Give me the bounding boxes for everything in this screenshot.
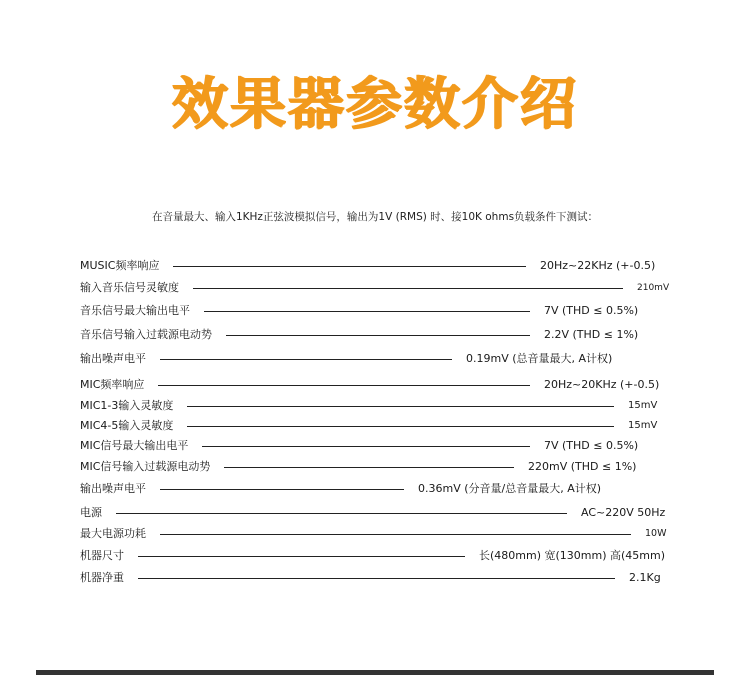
spec-value: 220mV (THD ≤ 1%) <box>528 460 637 473</box>
page-title: 效果器参数介绍 <box>172 72 578 137</box>
spec-value: 20Hz~20KHz (+-0.5) <box>544 378 660 391</box>
leader-line <box>193 288 623 289</box>
spec-row <box>0 278 750 298</box>
leader-line <box>187 406 614 407</box>
leader-line <box>204 311 530 312</box>
spec-label: 音乐信号输入过载源电动势 <box>80 328 212 341</box>
spec-value: 10W <box>645 528 667 539</box>
spec-label: 音乐信号最大输出电平 <box>80 304 190 317</box>
spec-label: 输出噪声电平 <box>80 482 146 495</box>
leader-line <box>202 446 530 447</box>
spec-label: MIC频率响应 <box>80 378 145 391</box>
leader-line <box>226 335 530 336</box>
test-conditions-text: 在音量最大、输入1KHz正弦波模拟信号，输出为1V (RMS) 时、接10K ohms负载条件下测试： <box>151 211 599 223</box>
leader-line <box>224 467 514 468</box>
spec-row <box>0 325 750 345</box>
spec-value: 20Hz~22KHz (+-0.5) <box>540 259 656 272</box>
spec-row <box>0 568 750 588</box>
leader-line <box>138 578 615 579</box>
spec-value: 7V (THD ≤ 0.5%) <box>544 439 639 452</box>
spec-row <box>0 396 750 416</box>
spec-label: 机器尺寸 <box>80 549 124 562</box>
spec-value: 2.1Kg <box>629 571 661 584</box>
spec-label: 输出噪声电平 <box>80 352 146 365</box>
footer-divider <box>36 670 714 675</box>
spec-value: 0.36mV (分音量/总音量最大, A计权) <box>418 482 602 495</box>
spec-row <box>0 436 750 456</box>
spec-label: MIC4-5输入灵敏度 <box>80 419 174 432</box>
spec-row <box>0 546 750 566</box>
spec-row <box>0 457 750 477</box>
leader-line <box>116 513 567 514</box>
spec-value: 长(480mm) 宽(130mm) 高(45mm) <box>479 549 666 562</box>
spec-row <box>0 256 750 276</box>
leader-line <box>160 489 404 490</box>
spec-row <box>0 375 750 395</box>
leader-line <box>173 266 526 267</box>
spec-label: 输入音乐信号灵敏度 <box>80 281 179 294</box>
spec-row <box>0 503 750 523</box>
leader-line <box>187 426 614 427</box>
spec-value: 0.19mV (总音量最大, A计权) <box>466 352 613 365</box>
spec-row <box>0 301 750 321</box>
spec-label: 机器净重 <box>80 571 124 584</box>
spec-value: 15mV <box>628 420 658 431</box>
spec-value: AC~220V 50Hz <box>581 506 666 519</box>
leader-line <box>160 359 452 360</box>
spec-value: 2.2V (THD ≤ 1%) <box>544 328 639 341</box>
spec-row <box>0 479 750 499</box>
spec-row <box>0 416 750 436</box>
spec-label: MUSIC频率响应 <box>80 259 160 272</box>
leader-line <box>138 556 465 557</box>
spec-row <box>0 524 750 544</box>
spec-label: MIC信号最大输出电平 <box>80 439 189 452</box>
spec-label: 电源 <box>80 506 102 519</box>
spec-value: 210mV <box>637 283 670 293</box>
spec-value: 7V (THD ≤ 0.5%) <box>544 304 639 317</box>
spec-row <box>0 349 750 369</box>
spec-label: MIC信号输入过载源电动势 <box>80 460 211 473</box>
spec-value: 15mV <box>628 400 658 411</box>
leader-line <box>158 385 530 386</box>
spec-label: 最大电源功耗 <box>80 527 146 540</box>
spec-label: MIC1-3输入灵敏度 <box>80 399 174 412</box>
leader-line <box>160 534 631 535</box>
